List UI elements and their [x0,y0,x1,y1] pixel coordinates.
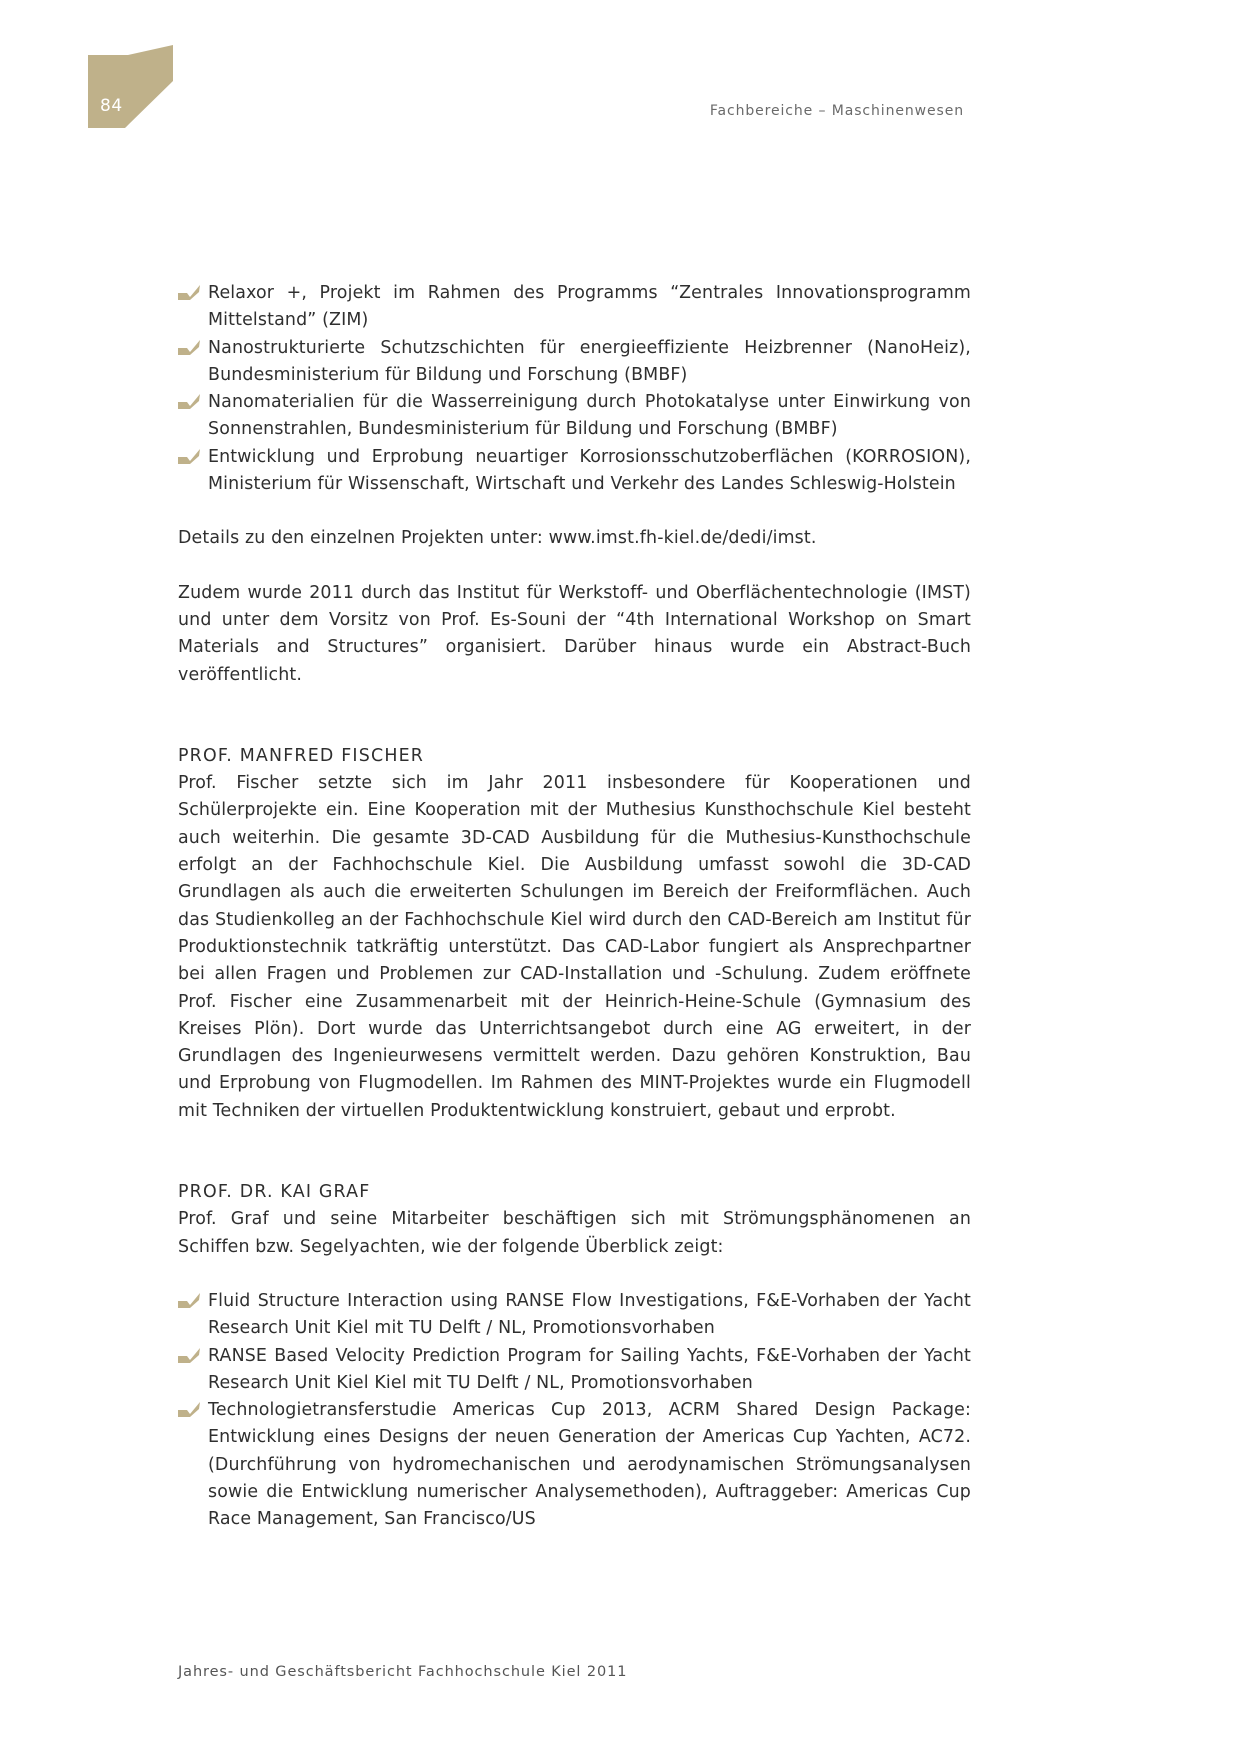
details-paragraph: Details zu den einzelnen Projekten unter: www.imst.fh-kiel.de/dedi/imst. [178,528,817,549]
page-footer: Jahres- und Geschäftsbericht Fachhochschule Kiel 2011 [178,1664,628,1680]
running-head: Fachbereiche – Maschinenwesen [709,103,964,119]
checkmark-arrow-icon [178,394,200,409]
list-item-text: Nanomaterialien für die Wasserreinigung durch Photokatalyse unter Einwirkung von Sonnenstrahlen, Bundesministerium für Bildung und Forschung (BMBF) [208,392,971,440]
checkmark-arrow-icon [178,1293,200,1308]
checkmark-arrow-icon [178,340,200,355]
checkmark-arrow-icon [178,285,200,300]
list-item [178,1288,971,1343]
list-item-text: Fluid Structure Interaction using RANSE Flow Investigations, F&E-Vorhaben der Yacht Research Unit Kiel mit TU Delft / NL, Promotionsvorhaben [208,1290,971,1339]
list-item [178,444,971,499]
main-content [178,280,971,1534]
list-item [178,1397,971,1533]
checkmark-arrow-icon [178,1402,200,1417]
checkmark-arrow-icon [178,449,200,464]
list-item-text: RANSE Based Velocity Prediction Program for Sailing Yachts, F&E-Vorhaben der Yacht Research Unit Kiel Kiel mit TU Delft / NL, Promotionsvorhaben [208,1345,971,1393]
workshop-paragraph: Zudem wurde 2011 durch das Institut für Werkstoff- und Oberflächentechnologie (IMST) und unter dem Vorsitz von Prof. Es-Souni der “4th International Workshop on Smart Materials and Structures” organisiert. Darüber hinaus wurde ein Abstract-Buch veröffentlicht. [178,582,971,685]
section-body-fischer: Prof. Fischer setzte sich im Jahr 2011 insbesondere für Kooperationen und Schülerprojekte ein. Eine Kooperation mit der Muthesius Kunsthochschule Kiel besteht auch weiterhin. Die gesamte 3D-CAD Ausbildung für die Muthesius-Kunsthochschule erfolgt an der Fachhochschule Kiel. Die Ausbildung umfasst sowohl die 3D-CAD Grundlagen als auch die erweiterten Schulungen im Bereich der Freiformflächen. Auch das Studienkolleg an der Fachhochschule Kiel wird durch den CAD-Bereich am Institut für Produktionstechnik tatkräftig unterstützt. Das CAD-Labor fungiert als Ansprechpartner bei allen Fragen und Problemen zur CAD-Installation und -Schulung. Zudem eröffnete Prof. Fischer eine Zusammenarbeit mit der Heinrich-Heine-Schule (Gymnasium des Kreises Plön). Dort wurde das Unterrichtsangebot durch eine AG erweitert, in der Grundlagen des Ingenieurwesens vermittelt werden. Dazu gehören Konstruktion, Bau und Erprobung von Flugmodellen. Im Rahmen des MINT-Projektes wurde ein Flugmodell mit Techniken der virtuellen Produktentwicklung konstruiert, gebaut und erprobt. [178,773,971,1121]
research-list [178,1288,971,1534]
list-item-text: Relaxor +, Projekt im Rahmen des Programms “Zentrales Innovationsprogramm Mittelstand” (ZIM) [208,283,971,331]
list-item [178,280,971,335]
section-body-graf: Prof. Graf und seine Mitarbeiter beschäftigen sich mit Strömungsphänomenen an Schiffen bzw. Segelyachten, wie der folgende Überblick zeigt: [178,1209,971,1257]
list-item [178,389,971,444]
page-number: 84 [100,96,123,116]
checkmark-arrow-icon [178,1348,200,1363]
list-item [178,335,971,390]
section-heading-graf: PROF. DR. KAI GRAF [178,1182,371,1203]
list-item-text: Nanostrukturierte Schutzschichten für energieeffiziente Heizbrenner (NanoHeiz), Bundesministerium für Bildung und Forschung (BMBF) [208,337,971,385]
section-heading-fischer: PROF. MANFRED FISCHER [178,745,425,766]
list-item-text: Entwicklung und Erprobung neuartiger Korrosionsschutzoberflächen (KORROSION), Ministerium für Wissenschaft, Wirtschaft und Verkehr des Landes Schleswig-Holstein [208,446,971,495]
project-list [178,280,971,498]
list-item [178,1343,971,1398]
list-item-text: Technologietransferstudie Americas Cup 2013, ACRM Shared Design Package: Entwicklung eines Designs der neuen Generation der Americas Cup Yachten, AC72. (Durchführung von hydromechanischen und aerodynamischen Strömungsanalysen sowie die Entwicklung numerischer Analysemethoden), Auftraggeber: Americas Cup Race Management, San Francisco/US [208,1400,971,1530]
